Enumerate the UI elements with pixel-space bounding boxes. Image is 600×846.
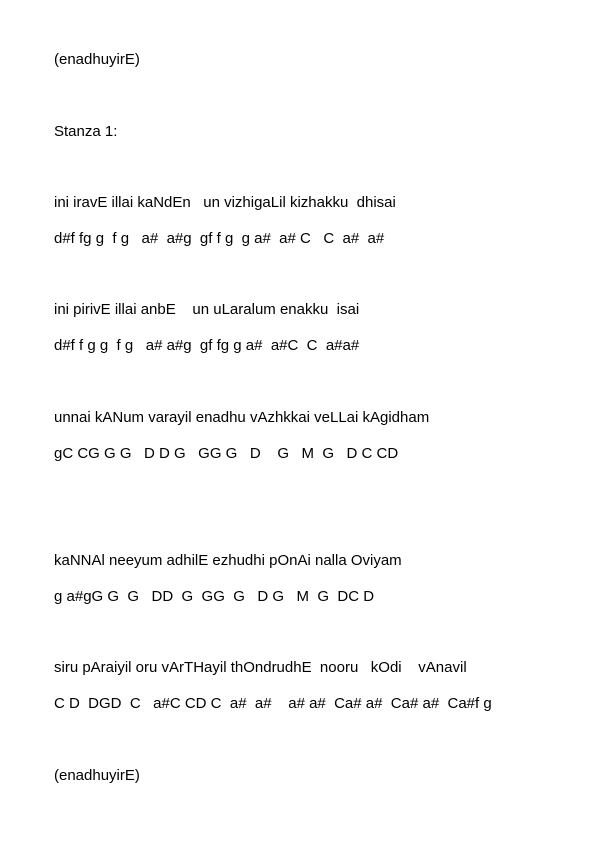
refrain-footer: (enadhuyirE) [54, 767, 140, 784]
verse-2-lyrics: ini pirivE illai anbE un uLaralum enakku isai [54, 301, 360, 318]
verse-3-notes: gC CG G G D D G GG G D G M G D C CD [54, 445, 399, 462]
verse-2-notes: d#f f g g f g a# a#g gf fg g a# a#C C a#a# [54, 337, 360, 354]
verse-5-lyrics: siru pAraiyil oru vArTHayil thOndrudhE nooru kOdi vAnavil [54, 659, 467, 676]
verse-3-lyrics: unnai kANum varayil enadhu vAzhkkai veLLai kAgidham [54, 409, 430, 426]
verse-1-lyrics: ini iravE illai kaNdEn un vizhigaLil kizhakku dhisai [54, 194, 396, 211]
stanza-heading: Stanza 1: [54, 123, 118, 140]
verse-4-lyrics: kaNNAl neeyum adhilE ezhudhi pOnAi nalla Oviyam [54, 552, 402, 569]
verse-1-notes: d#f fg g f g a# a#g gf f g g a# a# C C a# a# [54, 230, 385, 247]
verse-4-notes: g a#gG G G DD G GG G D G M G DC D [54, 588, 375, 605]
refrain-header: (enadhuyirE) [54, 51, 140, 68]
verse-5-notes: C D DGD C a#C CD C a# a# a# a# Ca# a# Ca# a# Ca#f g [54, 695, 492, 712]
